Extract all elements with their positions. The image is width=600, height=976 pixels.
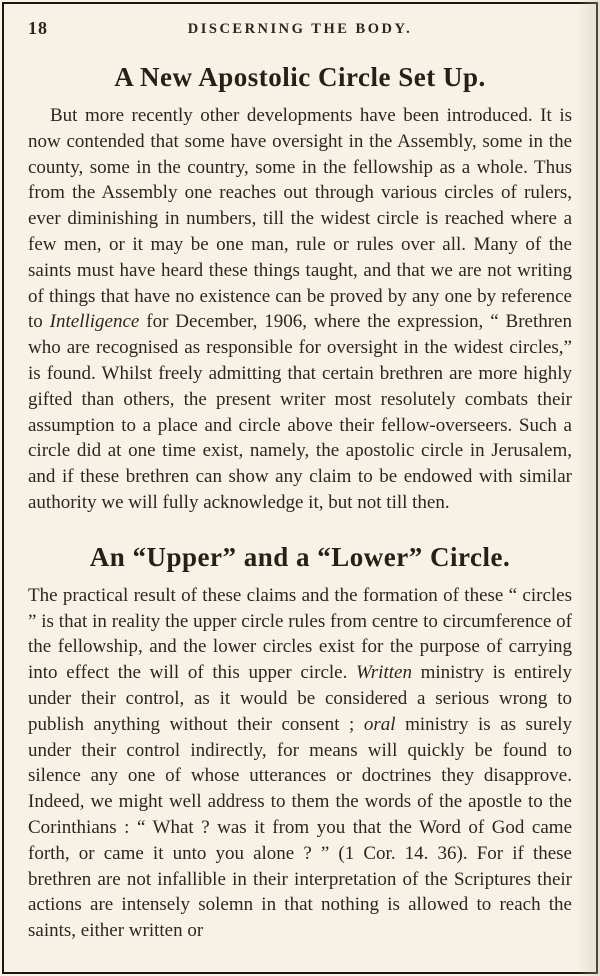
italic-text-segment: Intelligence (49, 311, 140, 333)
italic-text-segment: Written (356, 662, 412, 684)
text-segment: ministry is entirely under their control, as it would be considered a serious wrong to publish anything without their consent ; (28, 662, 572, 735)
text-segment: But more recently other developments have been introduced. It is now contended that some have oversight in the Assembly, some in the county, some in the country, some in the fellowship as a whole. Thus from the Assembly one reaches out through various circles of rulers, ever diminishing in numbers, till the widest circle is reached where a few men, or it may be one man, rule or rules over all. Many of the saints must have heard these things taught, and that we are not writing of things that have no existence can be proved by any one by reference to (28, 105, 572, 333)
section-heading: An “Upper” and a “Lower” Circle. (89, 541, 511, 572)
text-segment: The practical result of these claims and the formation of these “ circles ” is that in reality the upper circle rules from centre to circumference of the fellowship, and the lower circles exist for the purpose of carrying into effect the will of this upper circle. (28, 584, 572, 684)
page-content (28, 14, 572, 950)
body-paragraph (28, 103, 572, 516)
text-segment: for December, 1906, where the expression, “ Brethren who are recognised as responsible for oversight in the widest circles,” is found. Whilst freely admitting that certain brethren are more highly gifted than others, the present writer most resolutely combats their assumption to a place and circle above their fellow-overseers. Such a circle did at one time exist, namely, the apostolic circle in Jerusalem, and if these brethren can show any claim to be endowed with similar authority we will fully acknowledge it, but not till then. (28, 311, 572, 513)
italic-text-segment: oral (363, 713, 396, 735)
scan-edge-shading (576, 0, 600, 976)
text-segment: ministry is as surely under their control indirectly, for means will quickly be found to silence any one of whose utterances or doctrines they disapprove. Indeed, we might well address to them the words of the apostle to the Corinthians : “ What ? was it from you that the Word of God came forth, or came it unto you alone ? ” (1 Cor. 14. 36). For if these brethren are not infallible in their interpretation of the Scriptures their actions are intensely solemn in that nothing is allowed to reach the saints, either written or (28, 713, 572, 942)
running-title: DISCERNING THE BODY. (187, 21, 413, 37)
section-heading: A New Apostolic Circle Set Up. (114, 62, 486, 92)
page-body (28, 62, 572, 944)
body-paragraph (28, 583, 572, 944)
page-number: 18 (28, 18, 48, 38)
page-header (28, 14, 572, 44)
